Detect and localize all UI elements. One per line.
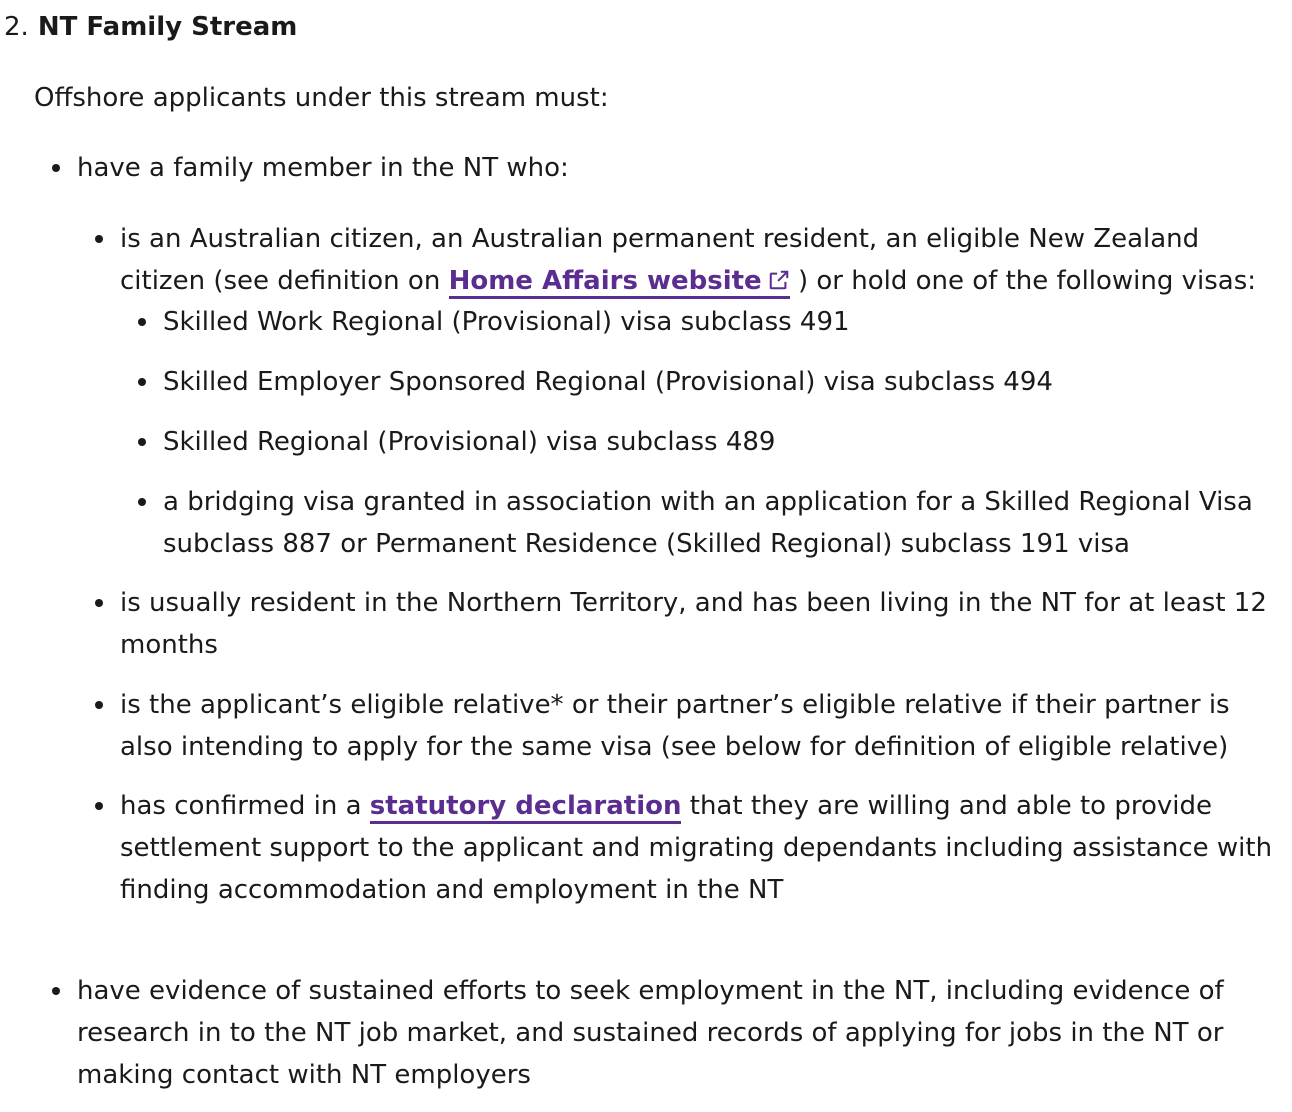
visa-494-text: Skilled Employer Sponsored Regional (Provisional) visa subclass 494 [163,367,1053,397]
resident-text: is usually resident in the Northern Territory, and has been living in the NT for at least 12 months [120,588,1267,660]
list-item-citizen [120,218,1280,302]
list-item-evidence [77,970,1277,1096]
section-title: NT Family Stream [37,12,298,42]
intro-text: Offshore applicants under this stream must: [34,83,609,113]
list-item-visa-489 [163,421,1273,463]
section-number: 2. [4,12,29,42]
visa-491-text: Skilled Work Regional (Provisional) visa subclass 491 [163,307,850,337]
bridging-visa-text: a bridging visa granted in association with an application for a Skilled Regional Visa subclass 887 or Permanent Residence (Skilled Regional) subclass 191 visa [163,487,1253,559]
home-affairs-link-label: Home Affairs website [448,266,762,296]
list-item-relative [120,684,1280,768]
list-item-bridging-visa [163,481,1273,565]
statutory-declaration-link[interactable]: statutory declaration [370,791,682,824]
statutory-text-part1: has confirmed in a [120,791,370,821]
home-affairs-link[interactable] [449,266,790,299]
list-item-visa-494 [163,361,1273,403]
visa-489-text: Skilled Regional (Provisional) visa subclass 489 [163,427,776,457]
list-item-visa-491 [163,301,1273,343]
list-item-statutory [120,785,1280,911]
statutory-text-part2: that they are willing and able to provide settlement support to the applicant and migrating dependants including assistance with finding accommodation and employment in the NT [120,791,1273,905]
relative-text: is the applicant’s eligible relative* or their partner’s eligible relative if their partner is also intending to apply for the same visa (see below for definition of eligible relative) [120,690,1230,762]
external-link-icon [768,269,790,291]
family-member-text: have a family member in the NT who: [77,153,569,183]
section-heading [4,6,297,48]
citizen-text-part1: is an Australian citizen, an Australian permanent resident, an eligible New Zealand citizen (see definition on [120,224,1200,296]
citizen-text-part2: ) or hold one of the following visas: [789,266,1257,296]
evidence-text: have evidence of sustained efforts to seek employment in the NT, including evidence of research in to the NT job market, and sustained records of applying for jobs in the NT or making contact with NT employers [77,976,1224,1090]
list-item-resident [120,582,1280,666]
list-item-family-member [77,147,1277,189]
